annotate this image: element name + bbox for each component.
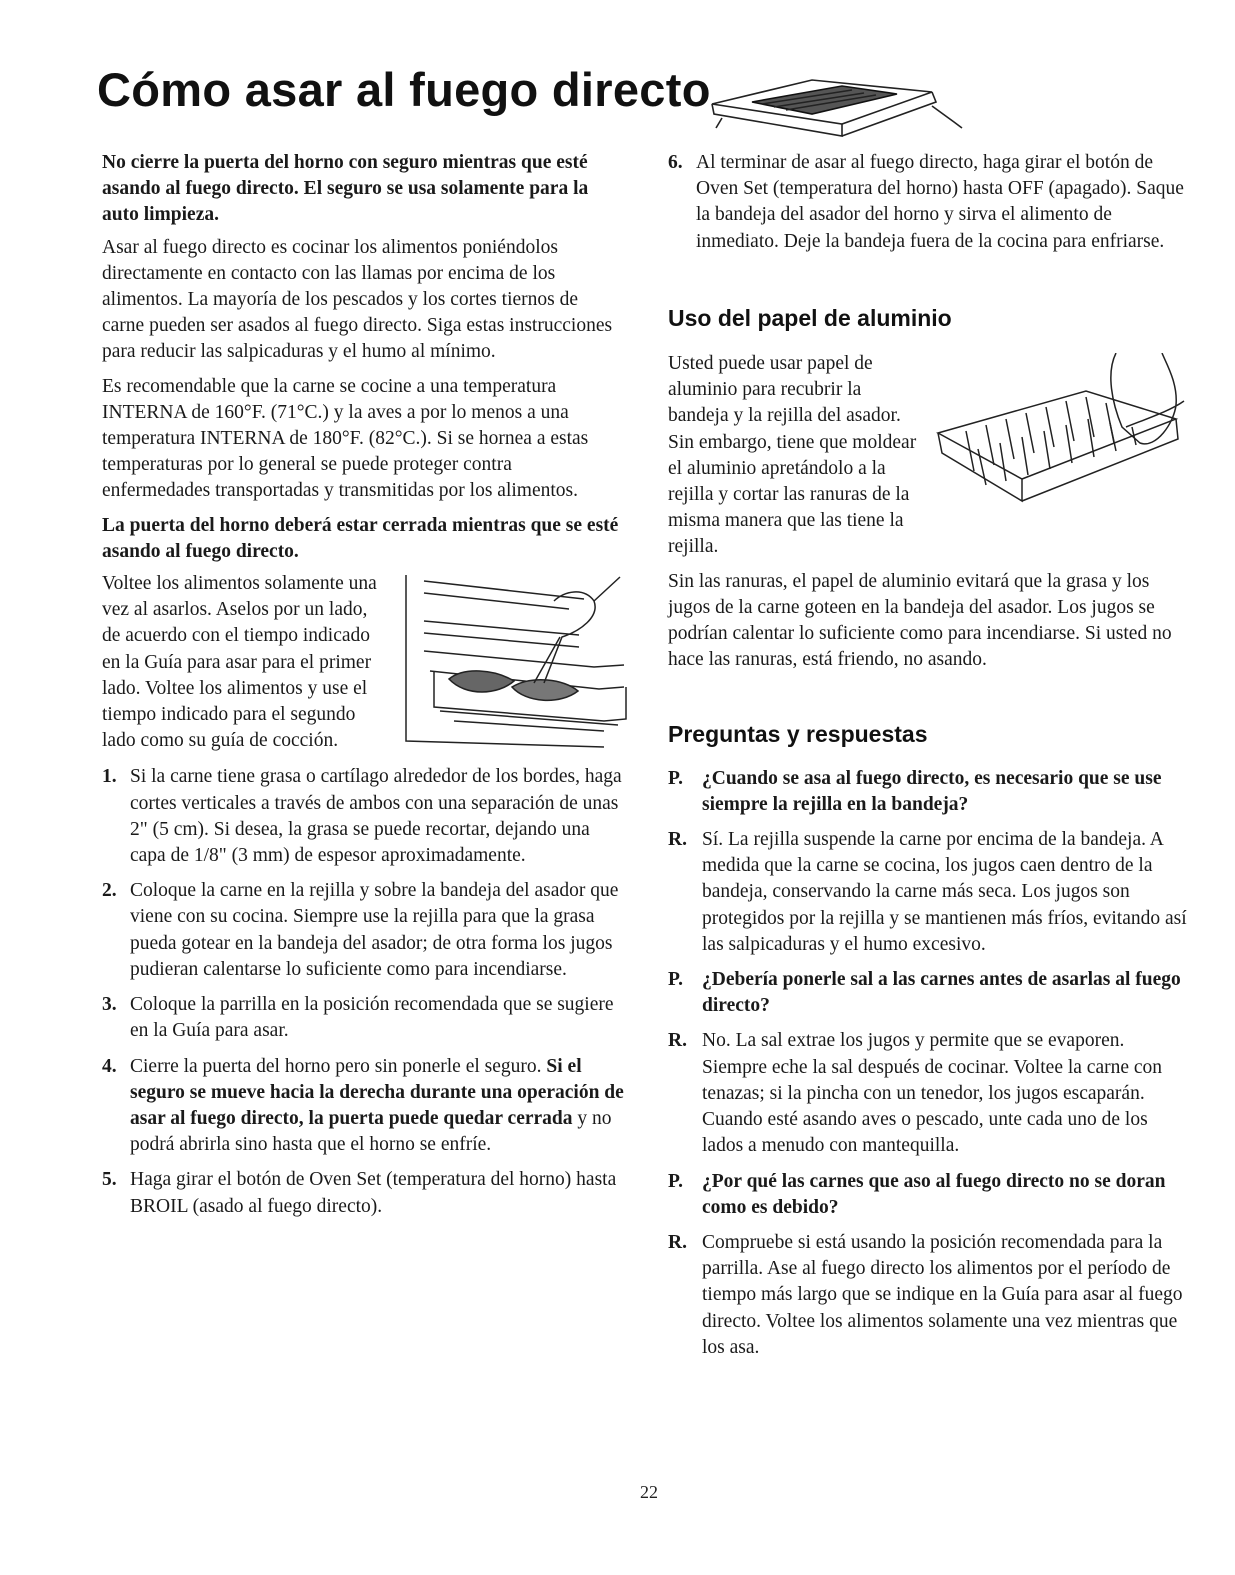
step-number: 3. xyxy=(102,994,117,1016)
answer-text: No. La sal extrae los jugos y permite que se evaporen. Siempre eche la sal después de cocinar. Voltee la carne con tenazas; si la pincha con un tenedor, los jugos escaparán. Cuando esté asando aves o pescado, unte cada uno de los lados a menudo con mantequilla. xyxy=(702,1030,1163,1157)
question-item xyxy=(668,766,1188,818)
question-tag: P. xyxy=(668,969,683,991)
turn-food-block xyxy=(102,571,624,754)
page-number: 22 xyxy=(640,1482,658,1502)
step-text: Coloque la carne en la rejilla y sobre la bandeja del asador que viene con su cocina. Siempre use la rejilla para que la grasa pueda gotear en la bandeja del asador; de otra forma los jugos pudieran calentarse lo suficiente como para incendiarse. xyxy=(130,880,619,980)
intro-paragraph: Asar al fuego directo es cocinar los alimentos poniéndolos directamente en contacto con las llamas por encima de los alimentos. La mayoría de los pescados y los cortes tiernos de carne pueden ser asados al fuego directo. Siga estas instrucciones para reducir las salpicaduras y el humo al mínimo. xyxy=(102,236,613,363)
door-closed-warning: La puerta del horno deberá estar cerrada mientras que se esté asando al fuego directo. xyxy=(102,514,619,562)
broiler-pan-illustration xyxy=(692,66,964,138)
answer-item xyxy=(668,1230,1188,1361)
answer-tag: R. xyxy=(668,1231,687,1253)
answer-text: Sí. La rejilla suspende la carne por encima de la bandeja. A medida que la carne se cocina, los jugos caen dentro de la bandeja, conservando la carne más seca. Los jugos son protegidos por la rejilla y se mantienen más fríos, evitando así las salpicaduras y el humo excesivo. xyxy=(702,829,1187,955)
foil-block xyxy=(668,351,1188,561)
question-text: ¿Por qué las carnes que aso al fuego directo no se doran como es debido? xyxy=(702,1170,1166,1218)
step-number: 5. xyxy=(102,1169,117,1191)
foil-paragraph-1: Usted puede usar papel de aluminio para recubrir la bandeja y la rejilla del asador. Sin embargo, tiene que moldear el aluminio apretándolo a la rejilla y cortar las ranuras de la misma manera que las tiene la rejilla. xyxy=(668,353,917,558)
foil-section-title: Uso del papel de aluminio xyxy=(668,304,952,331)
step-number: 4. xyxy=(102,1055,117,1077)
answer-text: Compruebe si está usando la posición recomendada para la parrilla. Ase al fuego directo los alimentos por el período de tiempo más largo que se indique en la Guía para asar al fuego directo. Voltee los alimentos solamente una vez mientras que los asa. xyxy=(702,1231,1183,1358)
step-text: Coloque la parrilla en la posición recomendada que se sugiere en la Guía para asar. xyxy=(130,994,614,1042)
step-item xyxy=(102,764,624,869)
right-column xyxy=(668,150,1188,1370)
step-text: Cierre la puerta del horno pero sin ponerle el seguro. xyxy=(130,1055,542,1077)
left-column xyxy=(102,150,624,1229)
answer-tag: R. xyxy=(668,1030,687,1052)
question-text: ¿Cuando se asa al fuego directo, es necesario que se use siempre la rejilla en la bandeja? xyxy=(702,767,1162,815)
step-item xyxy=(102,878,624,983)
qa-section-title: Preguntas y respuestas xyxy=(668,721,928,748)
step-text: Si la carne tiene grasa o cartílago alrededor de los bordes, haga cortes verticales a través de ambos con una separación de unas 2" (5 cm). Si desea, la grasa se puede recortar, dejando una capa de 1/8" (3 mm) de espesor aproximadamente. xyxy=(130,766,622,867)
foil-pan-illustration xyxy=(926,353,1188,531)
question-text: ¿Debería ponerle sal a las carnes antes de asarlas al fuego directo? xyxy=(702,969,1181,1017)
question-item xyxy=(668,1169,1188,1221)
step-item xyxy=(102,1167,624,1219)
step-number: 6. xyxy=(668,152,683,173)
question-item xyxy=(668,967,1188,1019)
oven-broiling-illustration xyxy=(394,571,630,763)
answer-item xyxy=(668,827,1188,958)
step-number: 1. xyxy=(102,766,117,788)
step-item xyxy=(102,992,624,1044)
step-bold-warning: Si el seguro se mueve hacia la derecha durante una operación de asar al fuego directo, la puerta puede quedar cerrada xyxy=(130,1055,624,1129)
step-item xyxy=(102,1054,624,1159)
turn-food-paragraph: Voltee los alimentos solamente una vez al asarlos. Aselos por un lado, de acuerdo con el tiempo indicado en la Guía para asar para el primer lado. Voltee los alimentos y use el tiempo indicado para el segundo lado como su guía de cocción. xyxy=(102,573,377,752)
steps-list xyxy=(102,764,624,1219)
step-text: Al terminar de asar al fuego directo, haga girar el botón de Oven Set (temperatura del horno) hasta OFF (apagado). Saque la bandeja del asador del horno y sirva el alimento de inmediato. Deje la bandeja fuera de la cocina para enfriarse. xyxy=(696,152,1184,252)
door-lock-warning: No cierre la puerta del horno con seguro mientras que esté asando al fuego directo. El seguro se usa solamente para la auto limpieza. xyxy=(102,152,589,226)
temperature-paragraph: Es recomendable que la carne se cocine a una temperatura INTERNA de 160°F. (71°C.) y la aves a por lo menos a una temperatura INTERNA de 180°F. (82°C.). Si se hornea a estas temperaturas por lo general se puede proteger contra enfermedades transportadas y transmitidas por los alimentos. xyxy=(102,375,589,502)
answer-tag: R. xyxy=(668,829,687,851)
question-tag: P. xyxy=(668,767,683,789)
answer-item xyxy=(668,1028,1188,1159)
step-item xyxy=(668,150,1188,255)
foil-paragraph-2: Sin las ranuras, el papel de aluminio evitará que la grasa y los jugos de la carne goteen en la bandeja del asador. Los jugos se podrían calentar lo suficiente como para incendiarse. Si usted no hace las ranuras, está friendo, no asando. xyxy=(668,570,1172,671)
page-title: Cómo asar al fuego directo xyxy=(97,63,711,116)
question-tag: P. xyxy=(668,1170,683,1192)
step-number: 2. xyxy=(102,880,117,902)
step-text-tail: y no podrá abrirla sino hasta que el horno se enfríe. xyxy=(130,1107,612,1156)
step-text: Haga girar el botón de Oven Set (temperatura del horno) hasta BROIL (asado al fuego directo). xyxy=(130,1169,617,1217)
